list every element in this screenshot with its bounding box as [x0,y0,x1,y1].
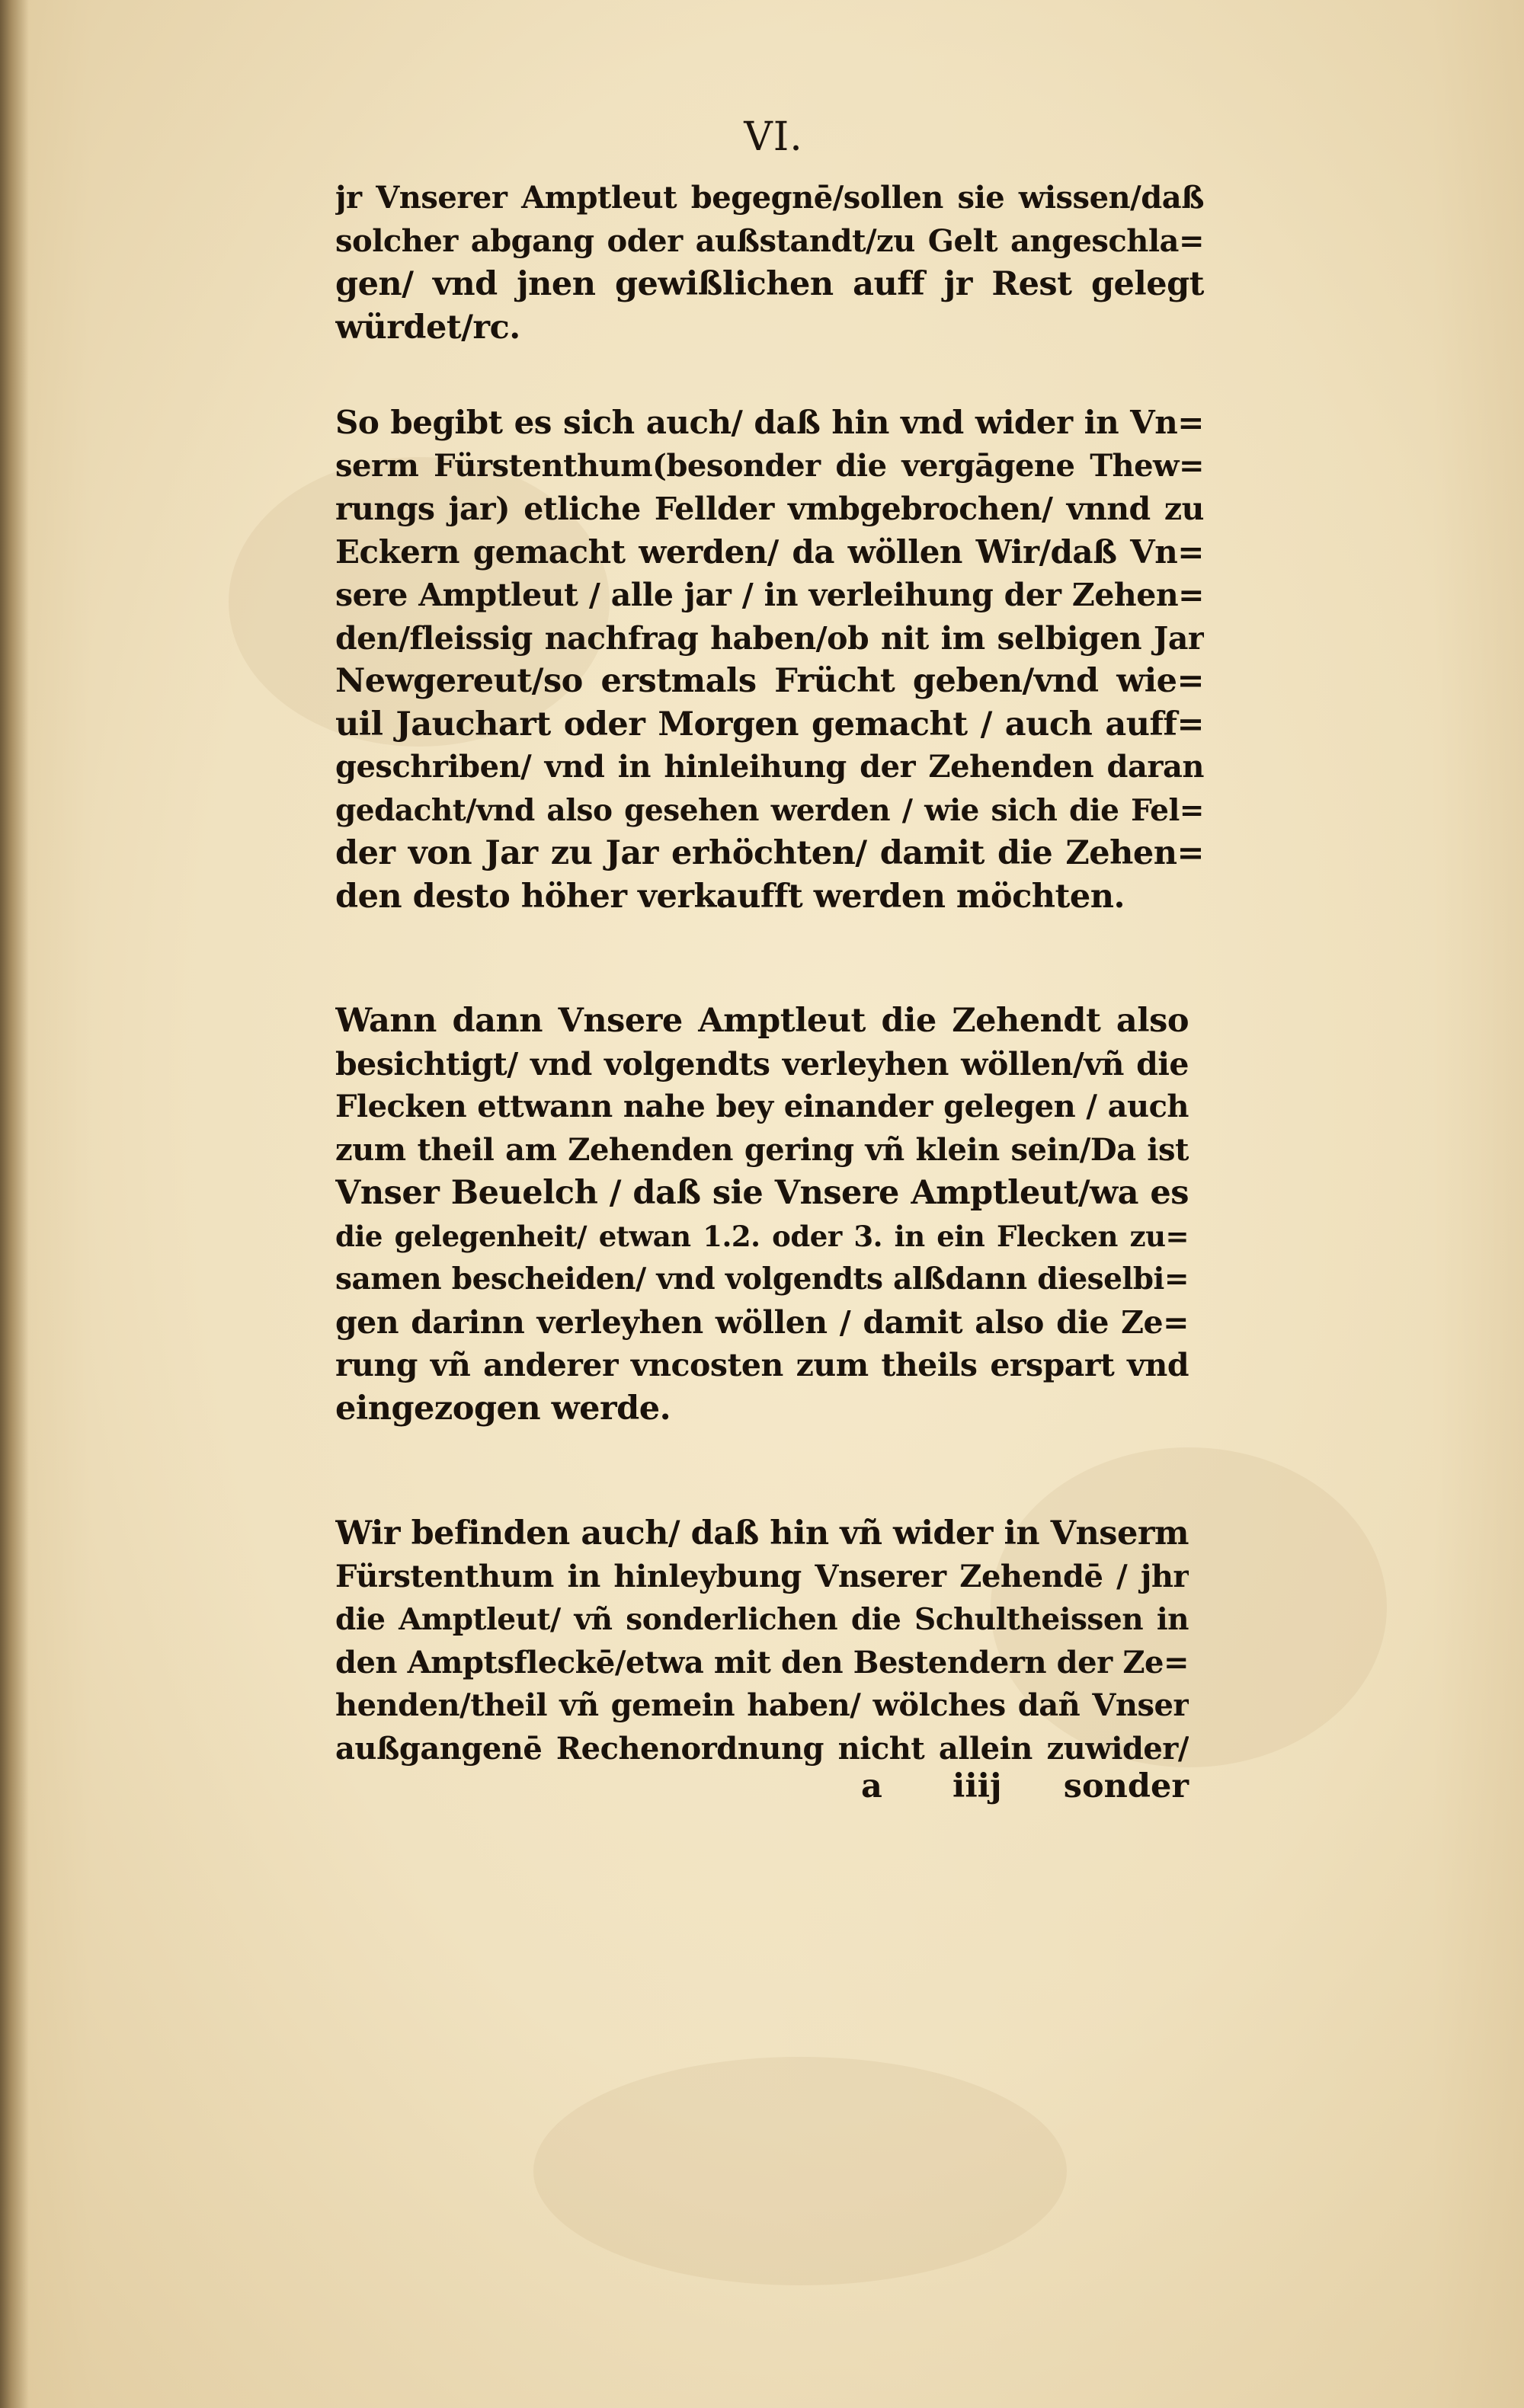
text-line: jr Vnserer Amptleut begegnē/sollen sie wissen/daß [335,180,1204,216]
text-line: würdet/rc. [335,308,520,347]
text-line: der von Jar zu Jar erhöchten/ damit die Zehen= [335,834,1204,872]
text-line: Fürstenthum in hinleybung Vnserer Zehendē / jhr [335,1558,1189,1594]
text-line: henden/theil vñ gemein haben/ wölches dañ Vnser [335,1687,1189,1723]
text-line: Eckern gemacht werden/ da wöllen Wir/daß Vn= [335,532,1204,571]
paragraph-1 [335,177,1212,349]
text-line: außgangenē Rechenordnung nicht allein zuwider/ [335,1730,1189,1767]
text-line: Vnser Beuelch / daß sie Vnsere Amptleut/wa es [335,1174,1189,1212]
text-line: sere Amptleut / alle jar / in verleihung der Zehen= [335,577,1204,613]
text-line: serm Fürstenthum(besonder die vergāgene Thew= [335,447,1204,484]
text-line: eingezogen werde. [335,1389,671,1428]
text-line: gen/ vnd jnen gewißlichen auff jr Rest gelegt [335,265,1204,303]
text-line: Wann dann Vnsere Amptleut die Zehendt also [335,1002,1189,1040]
text-line: geschriben/ vnd in hinleihung der Zehenden daran [335,749,1204,785]
paper-stain [533,2057,1067,2285]
paragraph-2 [335,401,1212,918]
text-line: den/fleissig nachfrag haben/ob nit im selbigen Jar [335,619,1204,657]
text-line: Newgereut/so erstmals Frücht geben/vnd wie= [335,662,1204,700]
binding-gutter [0,0,29,2408]
text-line: solcher abgang oder außstandt/zu Gelt angeschla= [335,222,1204,259]
text-line: Wir befinden auch/ daß hin vñ wider in Vnserm [335,1514,1189,1553]
text-line: die gelegenheit/ etwan 1.2. oder 3. in ein Flecken zu= [335,1219,1189,1253]
text-line: den desto höher verkaufft werden möchten. [335,877,1125,916]
text-line: rung vñ anderer vncosten zum theils erspart vnd [335,1347,1189,1383]
text-line: uil Jauchart oder Morgen gemacht / auch auff= [335,705,1204,744]
paragraph-3 [335,999,1212,1430]
signature-mark: a [861,1767,882,1805]
text-line: gen darinn verleyhen wöllen / damit also die Ze= [335,1303,1189,1341]
text-line: So begibt es sich auch/ daß hin vnd wider in Vn= [335,404,1204,441]
text-line: gedacht/vnd also gesehen werden / wie sich die Fel= [335,792,1204,828]
text-line: besichtigt/ vnd volgendts verleyhen wöllen/vñ die [335,1045,1189,1082]
paragraph-4 [335,1512,1212,1770]
text-line: samen bescheiden/ vnd volgendts alßdann dieselbi= [335,1262,1189,1297]
text-line: rungs jar) etliche Fellder vmbgebrochen/ vnnd zu [335,491,1204,527]
catchword: sonder [1063,1767,1189,1805]
signature-line [335,1767,1189,1813]
text-line: die Amptleut/ vñ sonderlichen die Schultheissen in [335,1602,1189,1637]
text-line: Flecken ettwann nahe bey einander gelegen / auch [335,1089,1189,1124]
text-line: den Amptsfleckē/etwa mit den Bestendern der Ze= [335,1644,1189,1680]
text-line: zum theil am Zehenden gering vñ klein sein/Da ist [335,1131,1189,1168]
signature-number: iiij [952,1767,1002,1805]
folio-number: VI. [744,114,803,160]
